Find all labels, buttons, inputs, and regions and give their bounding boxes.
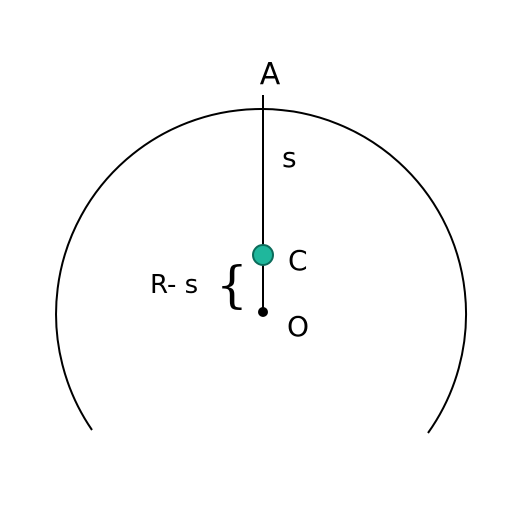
point-o-marker: [258, 307, 268, 317]
brace-symbol: {: [216, 256, 248, 314]
label-c: C: [288, 244, 308, 277]
point-c-marker: [253, 245, 273, 265]
label-s: s: [282, 141, 297, 174]
label-o: O: [287, 310, 310, 343]
label-r-minus-s: R- s: [150, 270, 199, 300]
circle-arc: [56, 109, 466, 433]
label-a: A: [259, 57, 281, 92]
